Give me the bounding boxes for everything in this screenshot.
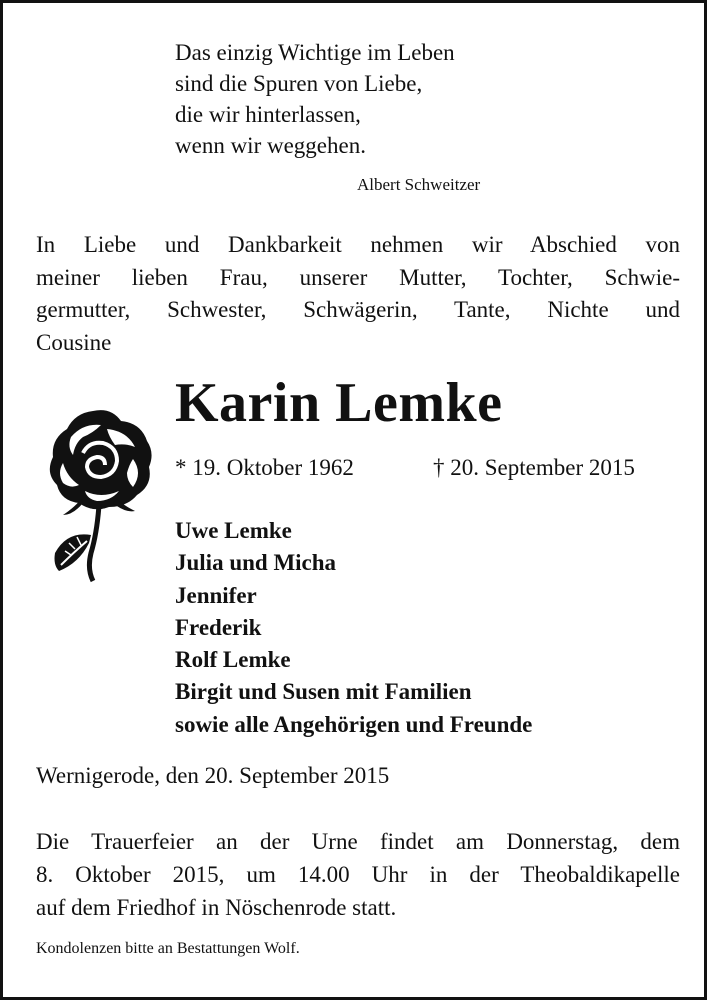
mourner: Birgit und Susen mit Familien [175,679,472,705]
rose-icon [23,403,165,585]
funeral-info [36,825,680,924]
mourner: Rolf Lemke [175,647,291,673]
funeral-line: Die Trauerfeier an der Urne findet am Donnerstag, dem [36,829,680,854]
mourner: Frederik [175,614,262,640]
funeral-line: auf dem Friedhof in Nöschenrode statt. [36,895,397,920]
intro-line: germutter, Schwester, Schwägerin, Tante, Nichte und [36,297,680,322]
deceased-name: Karin Lemke [175,372,503,434]
condolence-note: Kondolenzen bitte an Bestattungen Wolf. [36,940,300,957]
quote [175,37,455,161]
birth-date: * 19. Oktober 1962 [175,455,354,480]
intro-line: In Liebe und Dankbarkeit nehmen wir Abschied von [36,232,680,257]
intro-text [36,229,680,359]
mourner: Julia und Micha [175,550,337,576]
place-date: Wernigerode, den 20. September 2015 [36,763,390,788]
death-date: † 20. September 2015 [433,455,635,480]
mourners-list [175,515,532,741]
mourner: sowie alle Angehörigen und Freunde [175,711,533,737]
quote-line: Das einzig Wichtige im Leben [175,40,455,65]
quote-author: Albert Schweitzer [357,175,481,194]
funeral-line: 8. Oktober 2015, um 14.00 Uhr in der Theobaldikapelle [36,862,680,887]
intro-line: Cousine [36,329,112,355]
intro-line: meiner lieben Frau, unserer Mutter, Tochter, Schwie- [36,264,680,290]
quote-line: wenn wir weggehen. [175,133,366,158]
mourner: Uwe Lemke [175,518,292,543]
quote-line: sind die Spuren von Liebe, [175,71,423,96]
mourner: Jennifer [175,582,257,608]
quote-line: die wir hinterlassen, [175,102,361,127]
